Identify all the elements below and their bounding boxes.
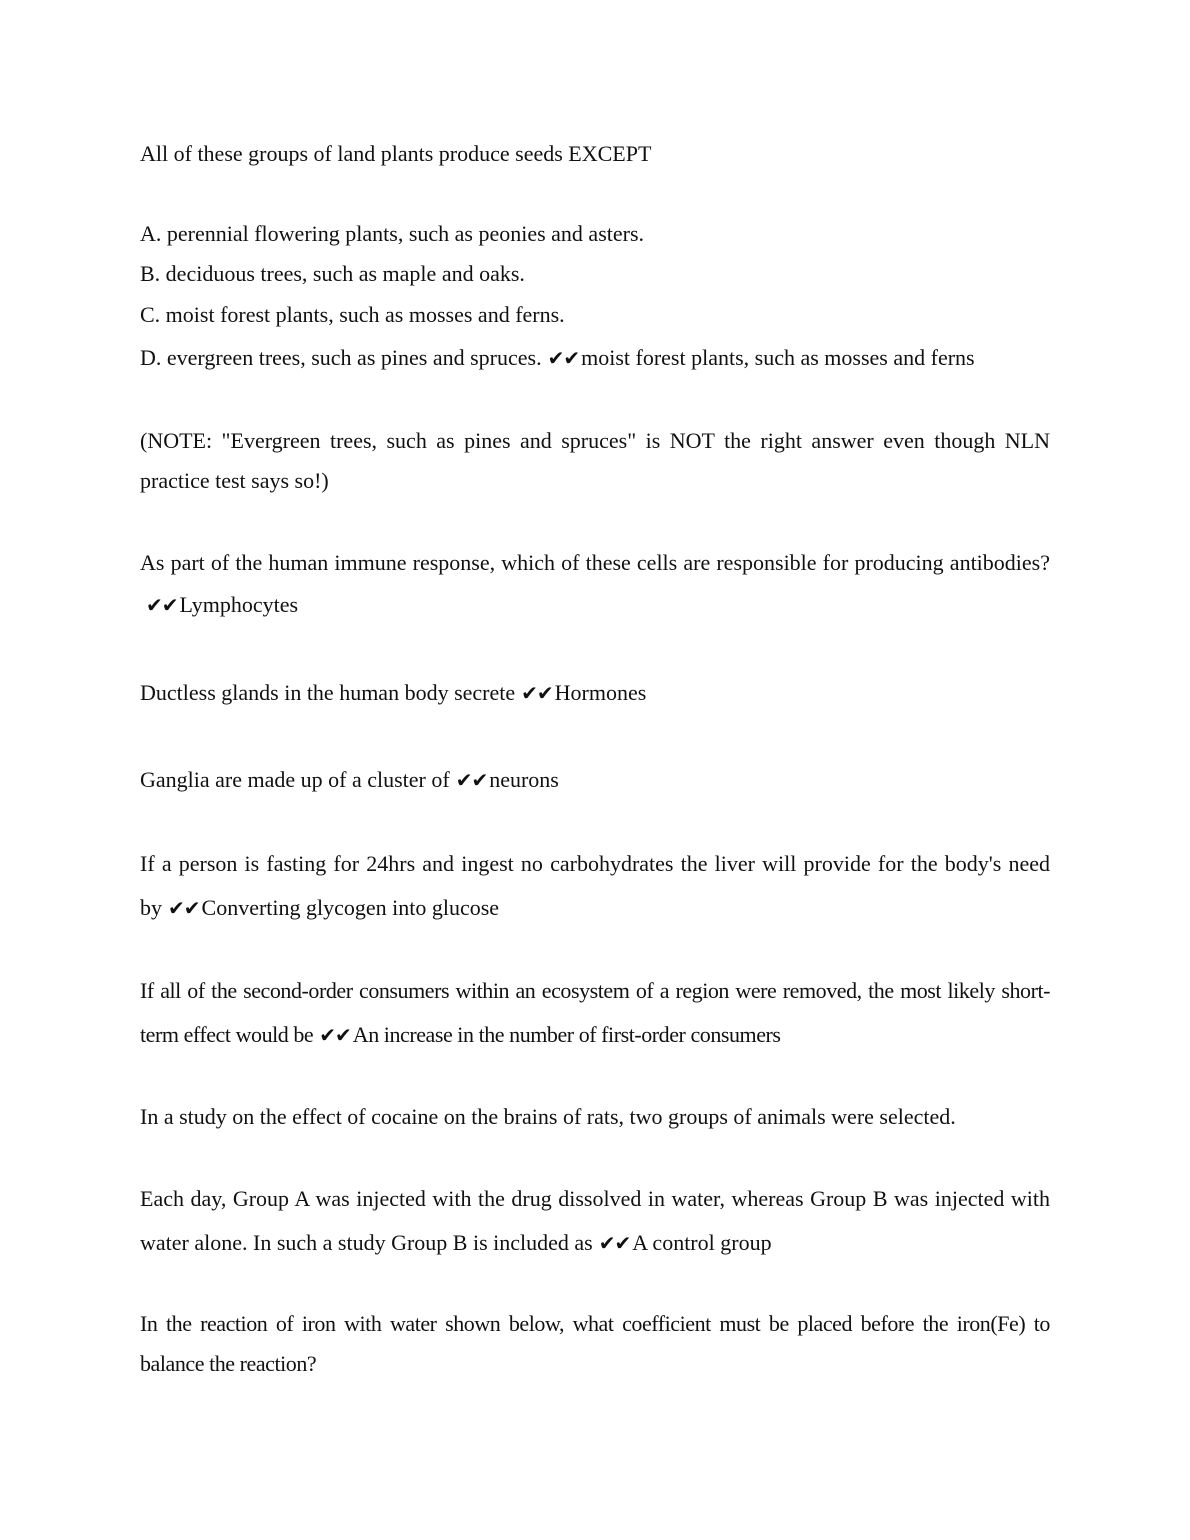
answer: Hormones [554,680,647,705]
question-3 [140,672,1050,714]
question-text: As part of the human immune response, which of these cells are responsible for producing antibodies? [140,550,1050,575]
double-check-icon: ✔✔ [598,1231,631,1255]
answer: neurons [489,767,559,792]
question-1-text: All of these groups of land plants produce seeds EXCEPT [140,141,652,166]
question-text: Each day, Group A was injected with the drug dissolved in water, whereas Group B was injected with water alone. In such a study Group B is included as [140,1186,1050,1255]
double-check-icon: ✔✔ [146,593,178,617]
question-9-text: In the reaction of iron with water shown below, what coefficient must be placed before the iron(Fe) to balance the reaction? [140,1311,1050,1376]
question-text: Ductless glands in the human body secrete [140,680,516,705]
double-check-icon: ✔✔ [521,681,553,705]
option-a: A. perennial flowering plants, such as peonies and asters. [140,221,645,246]
question-6 [140,969,1050,1057]
question-2 [140,542,1050,626]
question-4 [140,759,1050,801]
answer: An increase in the number of first-order consumers [352,1022,781,1047]
question-text: If all of the second-order consumers within an ecosystem of a region were removed, the most likely short-term effect would be [140,978,1050,1047]
question-text: If a person is fasting for 24hrs and ingest no carbohydrates the liver will provide for the body's need by [140,851,1050,920]
answer: moist forest plants, such as mosses and ferns [581,345,975,370]
double-check-icon: ✔✔ [547,346,580,370]
question-text: Ganglia are made up of a cluster of [140,767,450,792]
option-b: B. deciduous trees, such as maple and oaks. [140,261,525,286]
question-8 [140,1177,1050,1265]
note: (NOTE: "Evergreen trees, such as pines and spruces" is NOT the right answer even though NLN practice test says so!) [140,428,1050,493]
option-d-line [140,337,1050,379]
double-check-icon: ✔✔ [319,1023,351,1047]
option-c: C. moist forest plants, such as mosses and ferns. [140,302,565,327]
answer: A control group [632,1230,772,1255]
answer: Lymphocytes [179,592,299,617]
option-d: D. evergreen trees, such as pines and spruces. [140,345,542,370]
question-5 [140,842,1050,930]
question-7-text: In a study on the effect of cocaine on the brains of rats, two groups of animals were selected. [140,1104,956,1129]
double-check-icon: ✔✔ [168,896,200,920]
double-check-icon: ✔✔ [455,768,488,792]
answer: Converting glycogen into glucose [201,895,500,920]
